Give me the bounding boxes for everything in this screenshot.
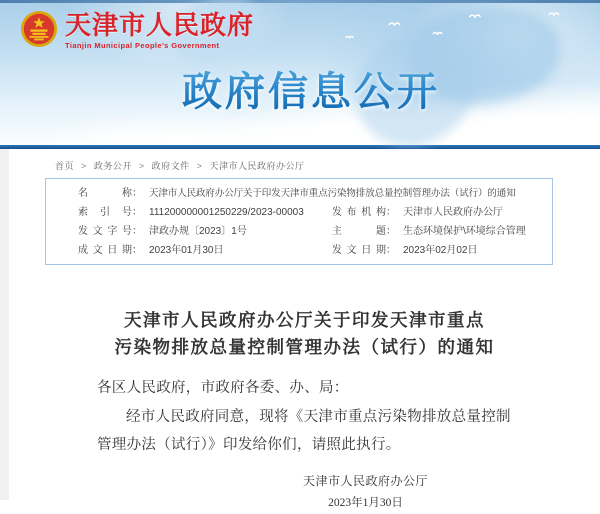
meta-value-name: 天津市人民政府办公厅关于印发天津市重点污染物排放总量控制管理办法（试行）的通知 [149,188,516,199]
breadcrumb-separator: > [81,161,87,171]
meta-label-doc-number: 发文字号 [78,226,132,237]
meta-value-issuer: 天津市人民政府办公厅 [403,207,503,218]
banner-top-strip [0,0,600,3]
meta-label-name: 名称 [78,188,132,199]
meta-colon: ： [386,245,396,256]
meta-row-dates [46,241,552,260]
site-name-en: Tianjin Municipal People's Government [65,41,220,50]
document-title-line1: 天津市人民政府办公厅关于印发天津市重点 [124,310,485,330]
meta-label-index: 索引号 [78,207,132,218]
meta-colon: ： [132,245,142,256]
dove-icon [345,34,354,39]
meta-value-written-date: 2023年01月30日 [149,245,224,256]
national-emblem-icon [20,10,58,48]
meta-label-written-date: 成文日期 [78,245,132,256]
breadcrumb-separator: > [138,161,145,171]
meta-colon: ： [386,226,396,237]
breadcrumb-open-government[interactable]: 政务公开 [93,161,132,171]
meta-value-publish-date: 2023年02月02日 [403,245,478,256]
meta-label-publish-date: 发文日期 [332,245,386,256]
dove-icon [388,20,401,26]
body-paragraph: 经市人民政府同意，现将《天津市重点污染物排放总量控制管理办法（试行）》印发给你们，请照此执行。 [97,408,511,453]
meta-colon: ： [386,207,396,218]
breadcrumb-separator: > [196,161,203,171]
meta-value-doc-number: 津政办规〔2023〕1号 [149,226,247,237]
dove-icon [432,30,443,35]
meta-value-topic: 生态环境保护\环境综合管理 [403,226,526,237]
meta-colon: ： [132,207,142,218]
document-body [97,374,517,460]
content-area [0,149,600,509]
site-logo-text [65,10,254,50]
salutation: 各区人民政府，市政府各委、办、局： [97,380,349,396]
document-title-line2: 污染物排放总量控制管理办法（试行）的通知 [114,337,495,357]
meta-label-topic: 主题 [332,226,386,237]
dove-icon [468,12,482,18]
document-meta-table [45,178,553,265]
meta-colon: ： [132,188,142,199]
signature-date: 2023年1月30日 [328,496,403,509]
breadcrumb-general-office[interactable]: 天津市人民政府办公厅 [209,161,305,171]
signature-org: 天津市人民政府办公厅 [302,473,428,488]
dove-icon [548,10,560,16]
banner-title: 政府信息公开 [0,60,600,117]
breadcrumb-home[interactable]: 首页 [55,161,75,171]
site-name: 天津市人民政府 [65,10,255,40]
document-title [9,307,600,361]
meta-row-name [46,184,552,203]
meta-colon: ： [132,226,142,237]
meta-label-issuer: 发布机构 [332,207,386,218]
meta-row-number-topic [46,222,552,241]
breadcrumb-government-documents[interactable]: 政府文件 [151,161,190,171]
signature-block [303,470,428,514]
site-logo[interactable] [20,10,254,50]
breadcrumb [9,149,600,172]
site-banner [0,0,600,145]
meta-row-index-issuer [46,203,552,222]
meta-value-index: 111200000001250229/2023-00003 [149,207,304,218]
